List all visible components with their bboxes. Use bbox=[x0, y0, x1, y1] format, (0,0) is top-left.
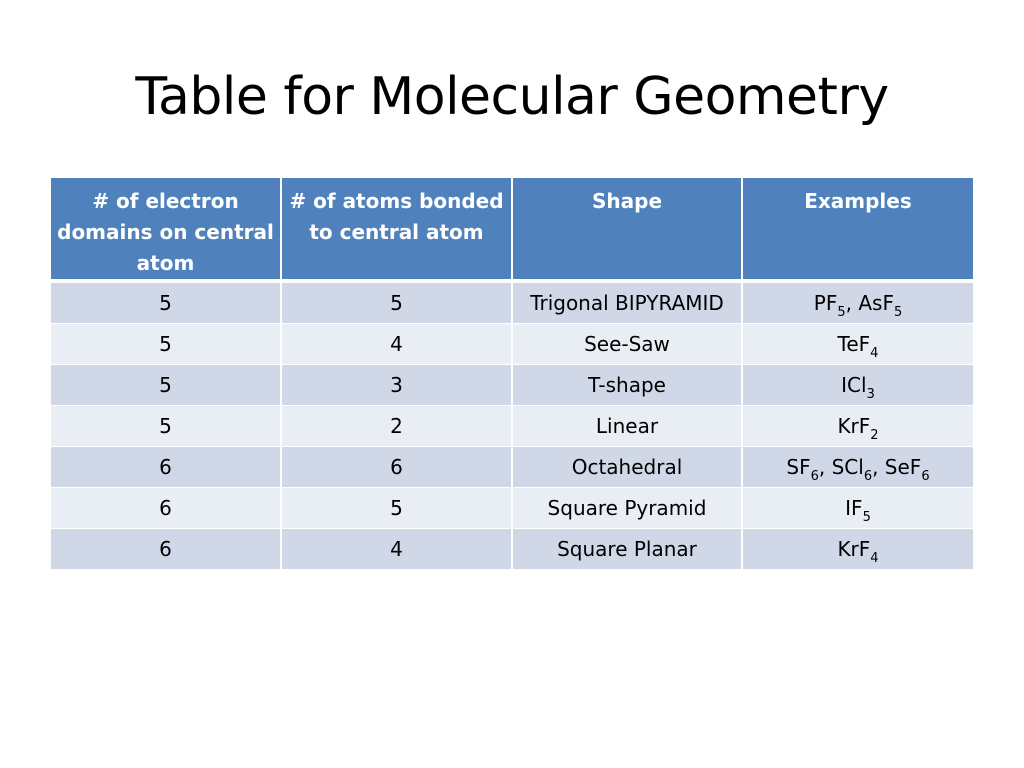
formula-text: KrF bbox=[837, 537, 871, 561]
cell-shape: Linear bbox=[512, 406, 742, 447]
table-row bbox=[51, 324, 973, 365]
formula-subscript: 2 bbox=[870, 428, 879, 443]
formula-subscript: 5 bbox=[862, 510, 871, 525]
cell-atoms-bonded: 4 bbox=[281, 324, 512, 365]
cell-examples bbox=[742, 324, 973, 365]
table-row bbox=[51, 488, 973, 529]
table-row bbox=[51, 447, 973, 488]
formula-subscript: 4 bbox=[870, 551, 879, 566]
cell-atoms-bonded: 4 bbox=[281, 529, 512, 570]
header-examples: Examples bbox=[742, 178, 973, 281]
cell-shape: T-shape bbox=[512, 365, 742, 406]
molecular-geometry-table bbox=[51, 178, 973, 570]
cell-electron-domains: 6 bbox=[51, 447, 281, 488]
cell-electron-domains: 5 bbox=[51, 281, 281, 324]
cell-examples bbox=[742, 529, 973, 570]
cell-shape: Square Planar bbox=[512, 529, 742, 570]
formula-text: IF bbox=[845, 496, 863, 520]
cell-atoms-bonded: 6 bbox=[281, 447, 512, 488]
table-row bbox=[51, 406, 973, 447]
header-shape: Shape bbox=[512, 178, 742, 281]
formula-subscript: 6 bbox=[863, 469, 873, 484]
cell-examples bbox=[742, 488, 973, 529]
table-row bbox=[51, 529, 973, 570]
cell-atoms-bonded: 3 bbox=[281, 365, 512, 406]
header-electron-domains: # of electron domains on central atom bbox=[51, 178, 281, 281]
table-row bbox=[51, 281, 973, 324]
cell-electron-domains: 6 bbox=[51, 488, 281, 529]
cell-examples bbox=[742, 447, 973, 488]
formula-text: PF bbox=[813, 291, 838, 315]
formula-text: , SCl bbox=[818, 455, 864, 479]
cell-atoms-bonded: 5 bbox=[281, 488, 512, 529]
formula-text: , SeF bbox=[872, 455, 922, 479]
formula-text: SF bbox=[786, 455, 811, 479]
formula-subscript: 3 bbox=[866, 387, 875, 402]
formula-subscript: 5 bbox=[893, 305, 903, 320]
formula-subscript: 6 bbox=[810, 469, 819, 484]
table-header-row bbox=[51, 178, 973, 281]
formula-text: ICl bbox=[841, 373, 867, 397]
cell-shape: See-Saw bbox=[512, 324, 742, 365]
table-row bbox=[51, 365, 973, 406]
cell-shape: Octahedral bbox=[512, 447, 742, 488]
header-atoms-bonded: # of atoms bonded to central atom bbox=[281, 178, 512, 281]
cell-examples bbox=[742, 281, 973, 324]
formula-subscript: 5 bbox=[837, 305, 846, 320]
formula-text: AsF bbox=[858, 291, 894, 315]
cell-electron-domains: 5 bbox=[51, 324, 281, 365]
formula-subscript: 6 bbox=[921, 469, 930, 484]
cell-examples bbox=[742, 406, 973, 447]
cell-electron-domains: 5 bbox=[51, 365, 281, 406]
formula-text: , bbox=[845, 291, 859, 315]
formula-text: KrF bbox=[837, 414, 871, 438]
table-body bbox=[51, 281, 973, 570]
cell-electron-domains: 5 bbox=[51, 406, 281, 447]
formula-text: TeF bbox=[837, 332, 871, 356]
cell-atoms-bonded: 5 bbox=[281, 281, 512, 324]
cell-shape: Square Pyramid bbox=[512, 488, 742, 529]
cell-examples bbox=[742, 365, 973, 406]
formula-subscript: 4 bbox=[870, 346, 879, 361]
cell-shape: Trigonal BIPYRAMID bbox=[512, 281, 742, 324]
cell-atoms-bonded: 2 bbox=[281, 406, 512, 447]
slide-title: Table for Molecular Geometry bbox=[135, 67, 889, 127]
cell-electron-domains: 6 bbox=[51, 529, 281, 570]
